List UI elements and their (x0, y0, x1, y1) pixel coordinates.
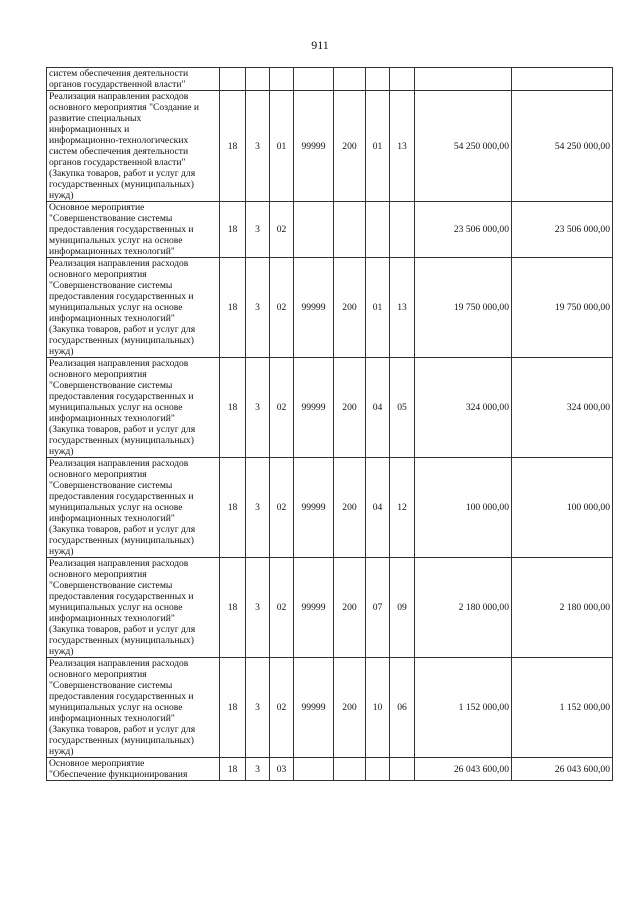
description-line: нужд) (49, 646, 74, 657)
event-code-cell: 02 (270, 558, 294, 658)
table-row (47, 358, 613, 458)
description-line: Основное мероприятие (49, 202, 145, 213)
subprogram-code-cell: 3 (246, 258, 270, 358)
description-line: (Закупка товаров, работ и услуг для (49, 168, 196, 179)
subprogram-code-cell (246, 68, 270, 91)
section-cell: 07 (366, 558, 390, 658)
direction-code-cell (294, 68, 334, 91)
program-code-cell: 18 (220, 202, 246, 258)
description-line: муниципальных услуг на основе (49, 235, 183, 246)
section-cell: 01 (366, 258, 390, 358)
budget-table-body (47, 68, 613, 781)
description-line: муниципальных услуг на основе (49, 502, 183, 513)
description-line: Реализация направления расходов (49, 358, 189, 369)
description-line: государственных (муниципальных) (49, 535, 194, 546)
description-line: информационно-технологических (49, 135, 189, 146)
description-line: предоставления государственных и (49, 491, 194, 502)
section-cell (366, 202, 390, 258)
direction-code-cell: 99999 (294, 358, 334, 458)
amount-year1-cell: 26 043 600,00 (415, 758, 512, 781)
description-line: государственных (муниципальных) (49, 735, 194, 746)
description-line: (Закупка товаров, работ и услуг для (49, 624, 196, 635)
expense-type-cell: 200 (334, 458, 366, 558)
expense-type-cell (334, 202, 366, 258)
description-line: "Совершенствование системы (49, 213, 173, 224)
budget-table (46, 67, 613, 781)
description-line: основного мероприятия (49, 469, 147, 480)
subprogram-code-cell: 3 (246, 758, 270, 781)
direction-code-cell: 99999 (294, 91, 334, 202)
description-line: информационных технологий" (49, 513, 175, 524)
description-line: (Закупка товаров, работ и услуг для (49, 724, 196, 735)
amount-year1-cell: 1 152 000,00 (415, 658, 512, 758)
description-line: Реализация направления расходов (49, 258, 189, 269)
amount-year1-cell: 324 000,00 (415, 358, 512, 458)
description-line: Реализация направления расходов (49, 658, 189, 669)
section-cell: 04 (366, 458, 390, 558)
subsection-cell: 06 (390, 658, 415, 758)
direction-code-cell: 99999 (294, 258, 334, 358)
description-line: муниципальных услуг на основе (49, 302, 183, 313)
description-line: Реализация направления расходов (49, 558, 189, 569)
description-line: развитие специальных (49, 113, 142, 124)
amount-year1-cell (415, 68, 512, 91)
description-line: нужд) (49, 190, 74, 201)
description-line: предоставления государственных и (49, 591, 194, 602)
description-line: информационных технологий" (49, 313, 175, 324)
description-line: "Совершенствование системы (49, 280, 173, 291)
subprogram-code-cell: 3 (246, 458, 270, 558)
event-code-cell: 01 (270, 91, 294, 202)
subsection-cell (390, 758, 415, 781)
event-code-cell: 02 (270, 258, 294, 358)
description-line: государственных (муниципальных) (49, 635, 194, 646)
description-line: Реализация направления расходов (49, 458, 189, 469)
amount-year2-cell: 1 152 000,00 (512, 658, 613, 758)
expense-type-cell: 200 (334, 258, 366, 358)
amount-year1-cell: 2 180 000,00 (415, 558, 512, 658)
description-line: информационных технологий" (49, 613, 175, 624)
amount-year1-cell: 19 750 000,00 (415, 258, 512, 358)
description-line: органов государственной власти" (49, 79, 186, 90)
subprogram-code-cell: 3 (246, 558, 270, 658)
direction-code-cell (294, 758, 334, 781)
description-line: основного мероприятия "Создание и (49, 102, 200, 113)
description-line: систем обеспечения деятельности (49, 146, 189, 157)
program-code-cell: 18 (220, 558, 246, 658)
section-cell (366, 68, 390, 91)
event-code-cell: 02 (270, 202, 294, 258)
description-line: (Закупка товаров, работ и услуг для (49, 424, 196, 435)
amount-year2-cell: 26 043 600,00 (512, 758, 613, 781)
description-line: основного мероприятия (49, 669, 147, 680)
description-line: информационных технологий" (49, 413, 175, 424)
direction-code-cell (294, 202, 334, 258)
description-line: нужд) (49, 746, 74, 757)
description-line: (Закупка товаров, работ и услуг для (49, 324, 196, 335)
table-row (47, 68, 613, 91)
description-line: нужд) (49, 546, 74, 557)
expense-type-cell: 200 (334, 558, 366, 658)
expense-type-cell (334, 758, 366, 781)
amount-year2-cell: 324 000,00 (512, 358, 613, 458)
expense-type-cell (334, 68, 366, 91)
section-cell: 04 (366, 358, 390, 458)
table-row (47, 558, 613, 658)
direction-code-cell: 99999 (294, 658, 334, 758)
event-code-cell: 02 (270, 658, 294, 758)
amount-year1-cell: 100 000,00 (415, 458, 512, 558)
program-code-cell: 18 (220, 91, 246, 202)
description-line: органов государственной власти" (49, 157, 186, 168)
subprogram-code-cell: 3 (246, 91, 270, 202)
description-line: нужд) (49, 446, 74, 457)
amount-year1-cell: 54 250 000,00 (415, 91, 512, 202)
event-code-cell: 03 (270, 758, 294, 781)
subsection-cell (390, 202, 415, 258)
program-code-cell: 18 (220, 358, 246, 458)
subprogram-code-cell: 3 (246, 658, 270, 758)
description-line: муниципальных услуг на основе (49, 602, 183, 613)
description-line: (Закупка товаров, работ и услуг для (49, 524, 196, 535)
table-row (47, 758, 613, 781)
description-line: нужд) (49, 346, 74, 357)
amount-year2-cell (512, 68, 613, 91)
description-line: Основное мероприятие (49, 758, 145, 769)
section-cell (366, 758, 390, 781)
description-line: государственных (муниципальных) (49, 335, 194, 346)
section-cell: 10 (366, 658, 390, 758)
description-line: основного мероприятия (49, 569, 147, 580)
description-line: "Совершенствование системы (49, 580, 173, 591)
event-code-cell: 02 (270, 458, 294, 558)
amount-year2-cell: 100 000,00 (512, 458, 613, 558)
description-line: "Совершенствование системы (49, 480, 173, 491)
expense-type-cell: 200 (334, 658, 366, 758)
amount-year1-cell: 23 506 000,00 (415, 202, 512, 258)
description-line: основного мероприятия (49, 269, 147, 280)
table-row (47, 458, 613, 558)
direction-code-cell: 99999 (294, 558, 334, 658)
description-cell (47, 558, 220, 658)
program-code-cell: 18 (220, 458, 246, 558)
program-code-cell: 18 (220, 758, 246, 781)
description-cell (47, 358, 220, 458)
description-line: муниципальных услуг на основе (49, 402, 183, 413)
description-cell (47, 202, 220, 258)
description-cell (47, 758, 220, 781)
page-number: 911 (311, 38, 329, 52)
description-line: информационных технологий" (49, 713, 175, 724)
event-code-cell: 02 (270, 358, 294, 458)
table-row (47, 91, 613, 202)
description-cell (47, 658, 220, 758)
subprogram-code-cell: 3 (246, 358, 270, 458)
description-line: основного мероприятия (49, 369, 147, 380)
description-line: систем обеспечения деятельности (49, 68, 189, 79)
table-row (47, 658, 613, 758)
amount-year2-cell: 23 506 000,00 (512, 202, 613, 258)
description-line: предоставления государственных и (49, 224, 194, 235)
subsection-cell: 12 (390, 458, 415, 558)
amount-year2-cell: 2 180 000,00 (512, 558, 613, 658)
description-cell (47, 68, 220, 91)
direction-code-cell: 99999 (294, 458, 334, 558)
subsection-cell (390, 68, 415, 91)
subsection-cell: 13 (390, 258, 415, 358)
event-code-cell (270, 68, 294, 91)
subprogram-code-cell: 3 (246, 202, 270, 258)
subsection-cell: 09 (390, 558, 415, 658)
description-line: муниципальных услуг на основе (49, 702, 183, 713)
amount-year2-cell: 19 750 000,00 (512, 258, 613, 358)
table-row (47, 202, 613, 258)
section-cell: 01 (366, 91, 390, 202)
amount-year2-cell: 54 250 000,00 (512, 91, 613, 202)
description-line: предоставления государственных и (49, 391, 194, 402)
subsection-cell: 13 (390, 91, 415, 202)
program-code-cell: 18 (220, 258, 246, 358)
description-cell (47, 258, 220, 358)
description-line: "Обеспечение функционирования (49, 769, 188, 780)
description-line: "Совершенствование системы (49, 380, 173, 391)
description-line: Реализация направления расходов (49, 91, 189, 102)
description-line: "Совершенствование системы (49, 680, 173, 691)
table-row (47, 258, 613, 358)
description-line: государственных (муниципальных) (49, 179, 194, 190)
description-line: информационных технологий" (49, 246, 175, 257)
program-code-cell (220, 68, 246, 91)
description-line: предоставления государственных и (49, 291, 194, 302)
description-cell (47, 91, 220, 202)
description-cell (47, 458, 220, 558)
subsection-cell: 05 (390, 358, 415, 458)
expense-type-cell: 200 (334, 91, 366, 202)
description-line: государственных (муниципальных) (49, 435, 194, 446)
description-line: информационных и (49, 124, 130, 135)
description-line: предоставления государственных и (49, 691, 194, 702)
expense-type-cell: 200 (334, 358, 366, 458)
program-code-cell: 18 (220, 658, 246, 758)
